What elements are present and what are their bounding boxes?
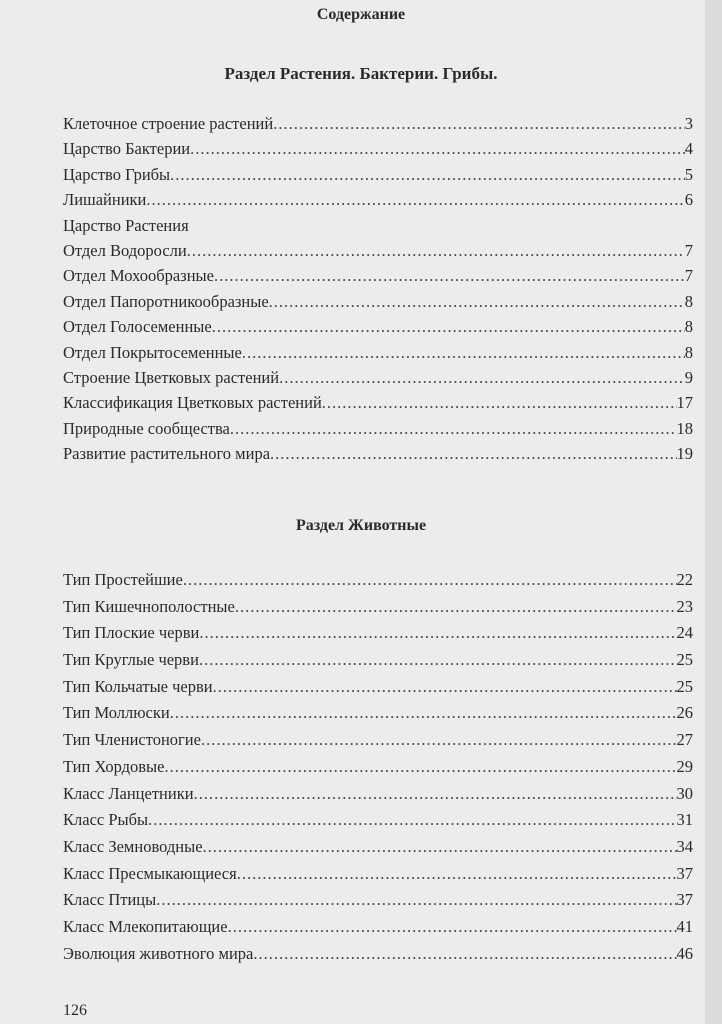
toc-entry [63,864,693,891]
toc-entry [63,837,693,864]
toc-entry-page: 8 [684,317,693,337]
toc-entry-label: Эволюция животного мира [63,943,254,963]
toc-entry-label: Царство Бактерии [63,139,191,159]
toc-entry-label: Тип Круглые черви [63,650,199,670]
dot-leader [146,190,684,210]
toc-entry-label: Отдел Покрытосеменные [63,342,242,362]
toc-entry-page: 9 [684,367,693,387]
dot-leader [194,784,677,804]
section-heading-plants: Раздел Растения. Бактерии. Грибы. [224,64,498,83]
toc-entry-label: Тип Простейшие [63,570,183,589]
toc-entry-page: 6 [684,190,693,210]
toc-entry-label: Класс Ланцетники [63,783,194,803]
toc-entry-label: Отдел Папоротникообразные [63,291,269,311]
toc-entry-page: 37 [676,863,693,883]
toc-entry-page: 8 [684,342,693,362]
toc-entry-page: 7 [684,240,693,260]
toc-entry-page: 27 [676,730,693,750]
toc-entry-page: 24 [676,623,693,643]
dot-leader [187,241,685,261]
toc-entry-page: 3 [684,114,693,133]
toc-entry-page: 31 [676,810,693,830]
dot-leader [214,266,685,286]
toc-animals [63,570,693,970]
toc-entry-label: Лишайники [63,190,147,210]
dot-leader [235,597,677,617]
toc-entry-page: 5 [684,164,693,184]
toc-entry [63,419,693,444]
toc-entry-label: Класс Пресмыкающиеся [63,863,237,883]
toc-entry-label: Развитие растительного мира [63,444,271,464]
toc-entry-page: 46 [676,943,693,963]
toc-entry-page: 4 [684,139,693,159]
toc-entry-label: Царство Грибы [63,164,171,184]
toc-entry [63,139,693,164]
page-edge [705,0,722,1024]
toc-entry-label: Класс Птицы [63,890,157,910]
toc-entry-label: Тип Моллюски [63,703,170,723]
toc-entry-label: Тип Кольчатые черви [63,676,213,696]
toc-entry [63,266,693,291]
toc-plants [63,114,693,469]
toc-entry-page: 25 [676,676,693,696]
toc-entry [63,677,693,704]
toc-entry-label: Природные сообщества [63,418,230,438]
section-heading-animals: Раздел Животные [295,517,427,534]
toc-entry-page: 7 [684,266,693,286]
toc-entry-page: 30 [676,783,693,803]
toc-entry-page: 34 [676,836,693,856]
toc-entry-label: Класс Рыбы [63,810,149,830]
toc-entry [63,650,693,677]
dot-leader [170,703,677,723]
toc-entry-page: 23 [676,596,693,616]
dot-leader [156,890,676,910]
toc-entry [63,368,693,393]
dot-leader [242,343,685,363]
toc-entry-label: Тип Плоские черви [63,623,200,643]
toc-entry-page: 18 [676,418,693,438]
toc-entry-label: Классификация Цветковых растений [63,393,322,413]
toc-entry-page: 37 [676,890,693,910]
toc-entry [63,784,693,811]
dot-leader [322,393,677,413]
dot-leader [201,730,677,750]
dot-leader [270,444,676,464]
toc-entry-label: Клеточное строение растений [63,114,274,133]
toc-entry-page: 41 [676,916,693,936]
toc-entry [63,623,693,650]
toc-entry-label: Отдел Голосеменные [63,317,212,337]
dot-leader [199,650,677,670]
dot-leader [199,623,676,643]
toc-entry-label: Отдел Водоросли [63,240,187,260]
dot-leader [170,165,685,185]
dot-leader [228,917,677,937]
toc-entry-label: Класс Земноводные [63,836,203,856]
toc-entry [63,165,693,190]
page-title: Содержание [316,6,406,23]
dot-leader [230,419,677,439]
toc-entry-label: Царство Растения [63,215,189,235]
toc-entry [63,944,693,971]
toc-entry-label: Тип Хордовые [63,756,165,776]
toc-entry-page: 19 [676,444,693,464]
toc-entry-page: 22 [676,570,693,589]
toc-entry [63,730,693,757]
toc-entry [63,393,693,418]
dot-leader [190,139,685,159]
toc-entry [63,757,693,784]
toc-entry [63,444,693,469]
dot-leader [279,368,685,388]
toc-entry-label: Класс Млекопитающие [63,916,228,936]
dot-leader [237,864,677,884]
dot-leader [203,837,677,857]
toc-entry-page: 29 [676,756,693,776]
toc-entry [63,216,693,241]
toc-entry-page: 25 [676,650,693,670]
dot-leader [213,677,677,697]
toc-entry-label: Строение Цветковых растений [63,367,280,387]
toc-entry [63,190,693,215]
toc-entry [63,703,693,730]
dot-leader [148,810,676,830]
toc-entry-label: Тип Кишечнополостные [63,596,235,616]
dot-leader [273,114,685,134]
toc-entry [63,810,693,837]
dot-leader [212,317,685,337]
dot-leader [253,944,676,964]
toc-entry-page: 17 [676,393,693,413]
toc-entry [63,317,693,342]
toc-entry-label: Отдел Мохообразные [63,266,214,286]
toc-entry [63,917,693,944]
toc-entry [63,890,693,917]
toc-entry [63,241,693,266]
toc-entry-page: 26 [676,703,693,723]
toc-entry [63,343,693,368]
toc-entry [63,597,693,624]
toc-entry-label: Тип Членистоногие [63,730,201,750]
page-number: 126 [63,1002,87,1019]
toc-entry [63,570,693,597]
toc-entry-page: 8 [684,291,693,311]
dot-leader [269,292,685,312]
toc-entry [63,114,693,139]
dot-leader [164,757,676,777]
dot-leader [183,570,677,590]
toc-entry [63,292,693,317]
